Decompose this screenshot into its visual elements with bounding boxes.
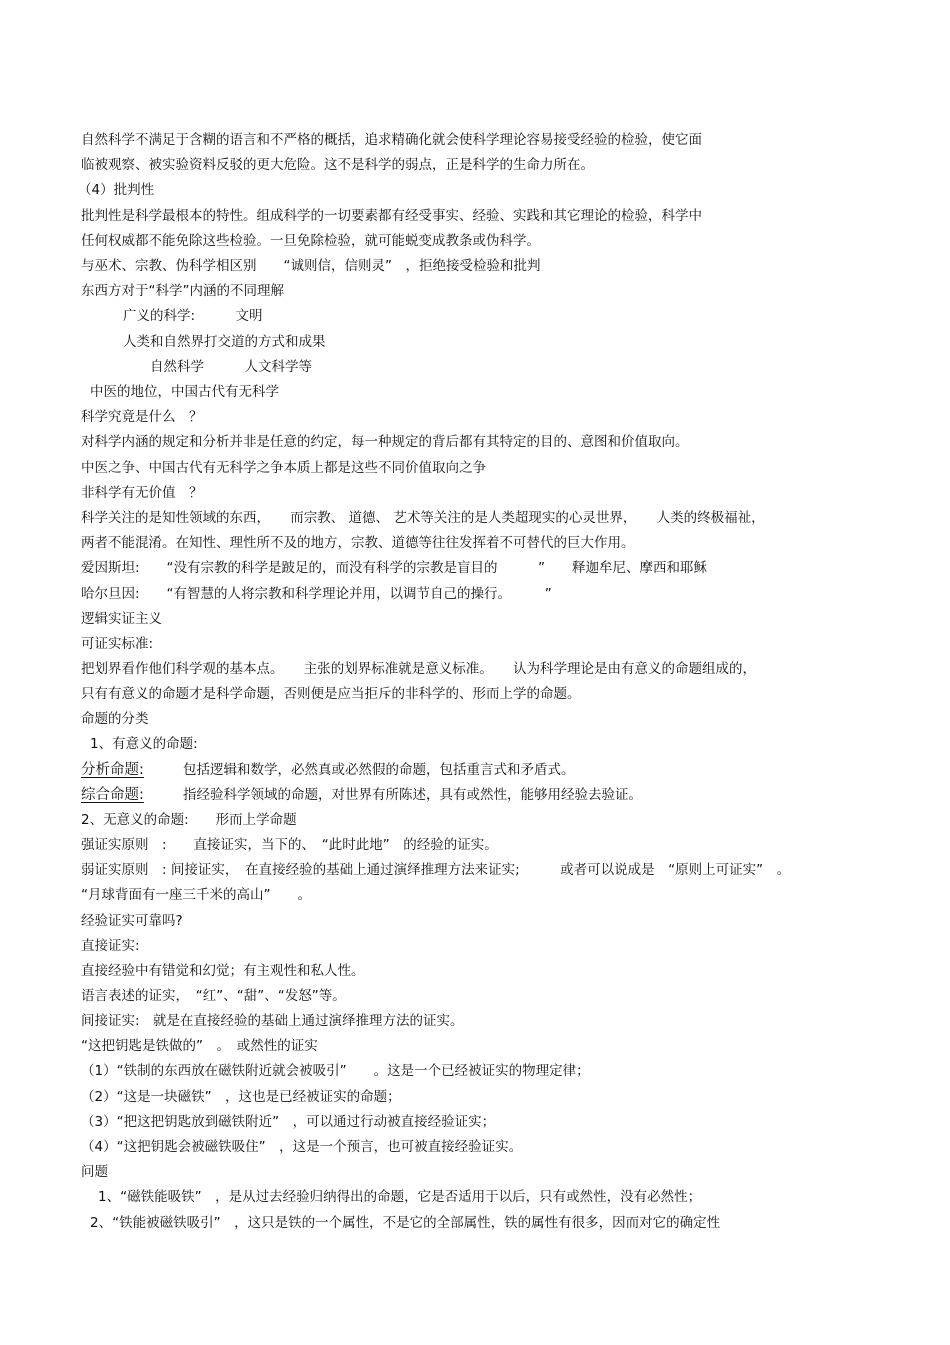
paragraph-line: 只有有意义的命题才是科学命题，否则便是应当拒斥的非科学的、形而上学的命题。 [81, 686, 581, 702]
paragraph-line: 命题的分类 [81, 711, 149, 727]
paragraph-line: 把划界看作他们科学观的基本点。 主张的划界标准就是意义标准。 认为科学理论是由有意义的命题组成的， [81, 661, 756, 677]
indented-line: 中医的地位，中国古代有无科学 [90, 384, 279, 400]
quote-line: 爱因斯坦: “没有宗教的科学是跛足的，而没有科学的宗教是盲目的 ” 释迦牟尼、摩西和耶稣 [81, 560, 708, 576]
term-analytic-proposition: 分析命题: [81, 762, 144, 778]
paragraph-line: 中医之争、中国古代有无科学之争本质上都是这些不同价值取向之争 [81, 460, 486, 476]
paragraph-line: 语言表述的证实， “红”、“甜”、“发怒”等。 [81, 988, 346, 1004]
paragraph-line: 强证实原则 : 直接证实，当下的、 “此时此地” 的经验的证实。 [81, 837, 498, 853]
indented-line: 广义的科学: 文明 [123, 308, 263, 324]
paragraph-line: 直接证实: [81, 938, 140, 954]
term-synthetic-proposition: 综合命题: [81, 787, 144, 803]
list-item: 2、“铁能被磁铁吸引” ，这只是铁的一个属性，不是它的全部属性，铁的属性有很多，因而对它的确定性 [90, 1215, 721, 1231]
definition-line: 包括逻辑和数学，必然真或必然假的命题，包括重言式和矛盾式。 [183, 762, 575, 778]
paragraph-line: 批判性是科学最根本的特性。组成科学的一切要素都有经受事实、经验、实践和其它理论的检验，科学中 [81, 208, 702, 224]
list-heading: 1、有意义的命题: [90, 736, 198, 752]
paragraph-line: 对科学内涵的规定和分析并非是任意的约定，每一种规定的背后都有其特定的目的、意图和价值取向。 [81, 434, 689, 450]
paragraph-line: 自然科学不满足于含糊的语言和不严格的概括，追求精确化就会使科学理论容易接受经验的检验，使它面 [81, 132, 702, 148]
paragraph-line: 可证实标准: [81, 636, 154, 652]
paragraph-line: “这把钥匙是铁做的” 。 或然性的证实 [81, 1038, 318, 1054]
paragraph-line: “月球背面有一座三千米的高山” 。 [81, 887, 311, 903]
paragraph-line: 临被观察、被实验资料反驳的更大危险。这不是科学的弱点，正是科学的生命力所在。 [81, 157, 594, 173]
paragraph-line: 与巫术、宗教、伪科学相区别 “诚则信，信则灵” ，拒绝接受检验和批判 [81, 258, 541, 274]
list-heading: 2、无意义的命题: 形而上学命题 [81, 812, 297, 828]
paragraph-line: 经验证实可靠吗? [81, 913, 183, 929]
paragraph-line: 问题 [81, 1164, 108, 1180]
paragraph-line: 科学究竟是什么 ？ [81, 409, 203, 425]
list-item: （3）“把这把钥匙放到磁铁附近” ，可以通过行动被直接经验证实； [81, 1114, 496, 1130]
paragraph-line: 非科学有无价值 ？ [81, 485, 203, 501]
indented-line: 自然科学 人文科学等 [150, 359, 312, 375]
paragraph-line: 东西方对于“科学”内涵的不同理解 [81, 283, 284, 299]
list-item: 1、“磁铁能吸铁” ，是从过去经验归纳得出的命题，它是否适用于以后，只有或然性，没有必然性； [98, 1189, 702, 1205]
list-item: （2）“这是一块磁铁” ，这也是已经被证实的命题； [81, 1089, 401, 1105]
paragraph-line: 弱证实原则 : 间接证实， 在直接经验的基础上通过演绎推理方法来证实; 或者可以说成是 “原则上可证实” 。 [81, 862, 791, 878]
indented-line: 人类和自然界打交道的方式和成果 [123, 334, 326, 350]
paragraph-line: 两者不能混淆。在知性、理性所不及的地方，宗教、道德等往往发挥着不可替代的巨大作用。 [81, 535, 635, 551]
quote-line: 哈尔旦因: “有智慧的人将宗教和科学理论并用，以调节自己的操行。 ” [81, 586, 552, 602]
paragraph-line: 间接证实: 就是在直接经验的基础上通过演绎推理方法的证实。 [81, 1013, 464, 1029]
paragraph-line: 任何权威都不能免除这些检验。一旦免除检验，就可能蜕变成教条或伪科学。 [81, 233, 540, 249]
definition-line: 指经验科学领域的命题，对世界有所陈述，具有或然性，能够用经验去验证。 [183, 787, 642, 803]
list-item: （4）“这把钥匙会被磁铁吸住” ，这是一个预言，也可被直接经验证实。 [81, 1139, 523, 1155]
list-item: （1）“铁制的东西放在磁铁附近就会被吸引” 。这是一个已经被证实的物理定律； [81, 1063, 590, 1079]
paragraph-line: 逻辑实证主义 [81, 611, 162, 627]
paragraph-line: 科学关注的是知性领域的东西， 而宗教、 道德、 艺术等关注的是人类超现实的心灵世界， 人类的终极福祉， [81, 510, 765, 526]
paragraph-line: 直接经验中有错觉和幻觉；有主观性和私人性。 [81, 963, 365, 979]
section-heading: （4）批判性 [78, 182, 155, 198]
